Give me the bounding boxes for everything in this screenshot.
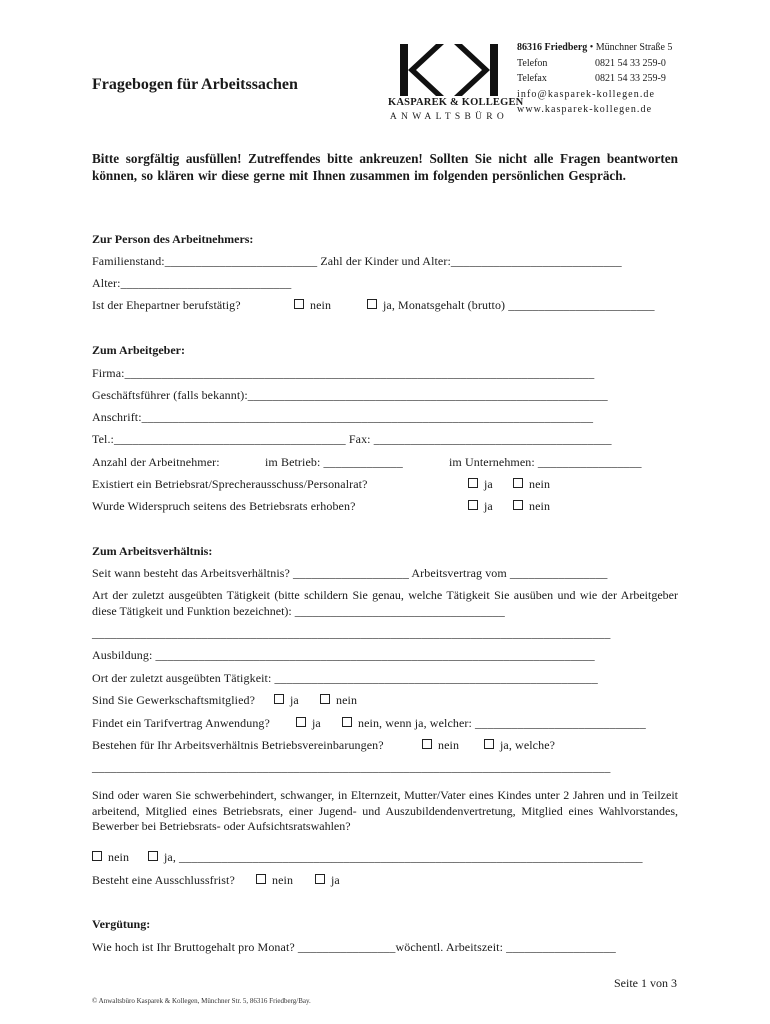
option-gewerkschaft-ja[interactable] (274, 693, 299, 708)
option-label: nein (529, 477, 551, 491)
option-bv-ja[interactable] (484, 738, 555, 753)
website-link[interactable]: www.kasparek-kollegen.de (517, 104, 653, 115)
copyright-notice: © Anwaltsbüro Kasparek & Kollegen, Münchner Str. 5, 86316 Friedberg/Bay. (92, 997, 311, 1005)
checkbox[interactable] (294, 299, 304, 309)
firm-name: KASPAREK & KOLLEGEN (388, 97, 524, 108)
phone-row (517, 56, 672, 72)
label-tarifvertrag: Findet ein Tarifvertrag Anwendung? (92, 716, 270, 730)
checkbox[interactable] (367, 299, 377, 309)
address-street: Münchner Straße 5 (595, 42, 673, 53)
checkbox[interactable] (513, 478, 523, 488)
option-widerspruch-ja[interactable] (468, 499, 493, 514)
field-tel-fax[interactable]: Tel.:______________________________________ Fax: _______________________________________ (92, 432, 612, 446)
intro-text: Bitte sorgfältig ausfüllen! Zutreffendes bitte ankreuzen! Sollten Sie nicht alle Fragen beantworten können, so klären wir diese gerne mit Ihnen zusammen im folgenden persönlichen Gespräch. (92, 151, 678, 183)
label-betriebsvereinbarungen: Bestehen für Ihr Arbeitsverhältnis Betriebsvereinbarungen? (92, 738, 384, 752)
page-title: Fragebogen für Arbeitssachen (92, 76, 298, 93)
option-label: nein (438, 738, 460, 752)
field-seit-wann[interactable]: Seit wann besteht das Arbeitsverhältnis? ___________________ Arbeitsvertrag vom ________________ (92, 566, 608, 580)
address (517, 40, 672, 56)
checkbox[interactable] (92, 851, 102, 861)
checkbox[interactable] (256, 874, 266, 884)
checkbox[interactable] (484, 739, 494, 749)
option-label: ja (290, 693, 299, 707)
option-label: ja (484, 499, 493, 513)
field-ort-taetigkeit[interactable]: Ort der zuletzt ausgeübten Tätigkeit: _____________________________________________________ (92, 671, 598, 685)
checkbox[interactable] (422, 739, 432, 749)
contact-block (517, 40, 672, 118)
option-tarif-nein[interactable] (342, 716, 646, 731)
label-betriebsrat: Existiert ein Betriebsrat/Sprecherausschuss/Personalrat? (92, 477, 368, 491)
option-label: nein (272, 873, 294, 887)
option-label: nein (336, 693, 358, 707)
label-anzahl: Anzahl der Arbeitnehmer: (92, 455, 220, 469)
firm-logo (388, 42, 524, 132)
option-frist-nein[interactable] (256, 873, 293, 888)
option-bv-nein[interactable] (422, 738, 459, 753)
field-ausbildung[interactable]: Ausbildung: ________________________________________________________________________ (92, 648, 595, 662)
option-ehepartner-ja[interactable] (367, 298, 655, 313)
checkbox[interactable] (274, 694, 284, 704)
checkbox[interactable] (315, 874, 325, 884)
option-betriebsrat-nein[interactable] (513, 477, 550, 492)
option-label: nein (108, 850, 130, 864)
option-label: ja (331, 873, 340, 887)
firm-subtitle: ANWALTSBÜRO (389, 112, 509, 122)
field-blank-line[interactable]: _____________________________________________________________________________________ (92, 626, 611, 640)
email-link[interactable]: info@kasparek-kollegen.de (517, 88, 656, 100)
field-alter[interactable]: Alter:____________________________ (92, 276, 292, 290)
option-frist-ja[interactable] (315, 873, 340, 888)
fax-label: Telefax (517, 73, 547, 84)
label-gewerkschaft: Sind Sie Gewerkschaftsmitglied? (92, 693, 256, 707)
checkbox[interactable] (296, 717, 306, 727)
option-gewerkschaft-nein[interactable] (320, 693, 357, 708)
field-familienstand[interactable]: Familienstand:_________________________ Zahl der Kinder und Alter:____________________________ (92, 254, 622, 268)
option-label: ja, Monatsgehalt (brutto) ________________________ (383, 298, 655, 312)
phone-number: 0821 54 33 259-0 (595, 57, 666, 69)
field-firma[interactable]: Firma:_____________________________________________________________________________ (92, 366, 595, 380)
checkbox[interactable] (468, 478, 478, 488)
field-geschaeftsfuehrer[interactable]: Geschäftsführer (falls bekannt):___________________________________________________________ (92, 388, 608, 402)
checkbox[interactable] (468, 500, 478, 510)
checkbox[interactable] (320, 694, 330, 704)
label-ausschlussfrist: Besteht eine Ausschlussfrist? (92, 873, 235, 887)
option-betriebsrat-ja[interactable] (468, 477, 493, 492)
option-schwer-nein[interactable] (92, 850, 129, 865)
option-label: ja, ____________________________________________________________________________ (164, 850, 643, 864)
page-number: Seite 1 von 3 (614, 976, 677, 990)
label-ehepartner: Ist der Ehepartner berufstätig? (92, 298, 241, 312)
field-im-unternehmen[interactable]: im Unternehmen: _________________ (449, 455, 642, 469)
field-anschrift[interactable]: Anschrift:__________________________________________________________________________ (92, 410, 594, 424)
option-label: ja (484, 477, 493, 491)
option-label: ja (312, 716, 321, 730)
fax-number: 0821 54 33 259-9 (595, 73, 666, 84)
checkbox[interactable] (148, 851, 158, 861)
address-city: 86316 Friedberg (517, 42, 588, 53)
option-schwer-ja[interactable] (148, 850, 643, 865)
field-blank-line[interactable]: _____________________________________________________________________________________ (92, 760, 611, 774)
checkbox[interactable] (342, 717, 352, 727)
section-heading-arbeitgeber: Zum Arbeitgeber: (92, 343, 185, 357)
label-widerspruch: Wurde Widerspruch seitens des Betriebsrats erhoben? (92, 499, 356, 513)
section-heading-arbeitsverhaeltnis: Zum Arbeitsverhältnis: (92, 544, 213, 558)
checkbox[interactable] (513, 500, 523, 510)
label-schwerbehindert: Sind oder waren Sie schwerbehindert, schwanger, in Elternzeit, Mutter/Vater eines Kindes unter 2 Jahren und in Teilzeit arbeitend, Mitglied eines Betriebsrats, einer Jugend- und Auszubildendenvertretung, Mitglied eines Wahlvorstandes, Bewerber bei Betriebsrats- oder Aufsichtsratswahlen? (92, 788, 678, 833)
option-ehepartner-nein[interactable] (294, 298, 331, 313)
fax-row (517, 71, 672, 87)
option-widerspruch-nein[interactable] (513, 499, 550, 514)
section-heading-person: Zur Person des Arbeitnehmers: (92, 232, 254, 246)
option-label: nein (529, 499, 551, 513)
option-tarif-ja[interactable] (296, 716, 321, 731)
address-separator: • (587, 42, 596, 53)
option-label: nein, wenn ja, welcher: ____________________________ (358, 716, 646, 730)
field-im-betrieb[interactable]: im Betrieb: _____________ (265, 455, 403, 469)
option-label: ja, welche? (500, 738, 556, 752)
section-heading-verguetung: Vergütung: (92, 917, 151, 931)
field-taetigkeit[interactable]: Art der zuletzt ausgeübten Tätigkeit (bitte schildern Sie genau, welche Tätigkeit Sie ausüben und wie der Arbeitgeber diese Tätigkeit und Funktion bezeichnet): ___________________________________ (92, 588, 678, 618)
phone-label: Telefon (517, 57, 548, 69)
kk-logo-icon (388, 42, 510, 98)
option-label: nein (310, 298, 332, 312)
field-bruttogehalt[interactable]: Wie hoch ist Ihr Bruttogehalt pro Monat? ________________wöchentl. Arbeitszeit: __________________ (92, 940, 616, 954)
